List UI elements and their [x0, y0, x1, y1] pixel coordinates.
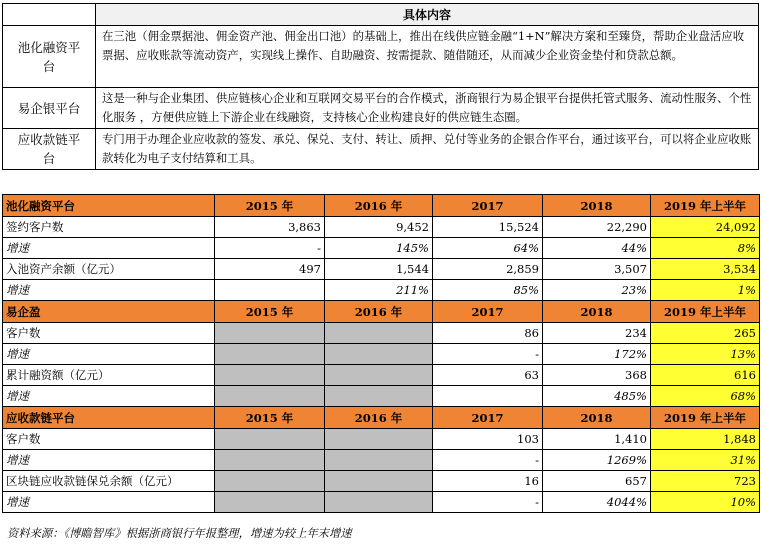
metric-value: 723 — [651, 471, 760, 492]
metric-label: 增速 — [3, 450, 215, 471]
year-header: 2016 年 — [325, 195, 433, 217]
growth-row — [3, 492, 760, 513]
metric-row — [3, 217, 760, 238]
metric-value: 172% — [543, 344, 651, 365]
year-header: 2015 年 — [215, 407, 325, 429]
metric-value: - — [433, 344, 543, 365]
platform-name: 应收款链平 台 — [3, 129, 96, 170]
metric-value: 64% — [433, 238, 543, 259]
metric-value: - — [433, 492, 543, 513]
year-header: 2017 — [433, 301, 543, 323]
metric-label: 区块链应收款链保兑余额（亿元） — [3, 471, 215, 492]
metric-value: 16 — [433, 471, 543, 492]
metric-value: 3,534 — [651, 259, 760, 280]
metric-value — [215, 471, 325, 492]
section-title: 应收款链平台 — [3, 407, 215, 429]
metric-label: 增速 — [3, 492, 215, 513]
year-header: 2018 — [543, 301, 651, 323]
description-row-yiqiyin — [3, 88, 759, 129]
description-header: 具体内容 — [96, 4, 759, 26]
metric-label: 累计融资额（亿元） — [3, 365, 215, 386]
metric-value: 3,863 — [215, 217, 325, 238]
metric-value: 1,544 — [325, 259, 433, 280]
growth-row — [3, 280, 760, 301]
metric-row — [3, 323, 760, 344]
platform-description: 在三池（佣金票据池、佣金资产池、佣金出口池）的基础上，推出在线供应链金融“1+N”解决方案和至臻贷，帮助企业盘活应收票据、应收账款等流动资产，实现线上操作、自助融资、按需提款、随借随还，从而减少企业资金垫付和贷款总额。 — [96, 26, 759, 88]
metric-value: 85% — [433, 280, 543, 301]
metric-row — [3, 429, 760, 450]
metric-label: 客户数 — [3, 429, 215, 450]
metric-value: 211% — [325, 280, 433, 301]
growth-row — [3, 386, 760, 407]
platform-name: 池化融资平 台 — [3, 26, 96, 88]
metric-value: 86 — [433, 323, 543, 344]
year-header: 2017 — [433, 407, 543, 429]
metric-value — [325, 450, 433, 471]
year-header: 2015 年 — [215, 195, 325, 217]
year-header: 2019 年上半年 — [651, 301, 760, 323]
metric-value: 1% — [651, 280, 760, 301]
metric-value — [215, 450, 325, 471]
metric-label: 增速 — [3, 238, 215, 259]
metric-value — [433, 386, 543, 407]
platform-statistics-table — [2, 194, 760, 513]
year-header: 2018 — [543, 195, 651, 217]
year-header: 2018 — [543, 407, 651, 429]
metric-value: 10% — [651, 492, 760, 513]
metric-value: 31% — [651, 450, 760, 471]
metric-value: 1,410 — [543, 429, 651, 450]
year-header: 2017 — [433, 195, 543, 217]
metric-value: 9,452 — [325, 217, 433, 238]
metric-label: 客户数 — [3, 323, 215, 344]
metric-value — [215, 344, 325, 365]
metric-value: - — [433, 450, 543, 471]
metric-value: 657 — [543, 471, 651, 492]
metric-value: 616 — [651, 365, 760, 386]
section-title: 池化融资平台 — [3, 195, 215, 217]
metric-value: 68% — [651, 386, 760, 407]
metric-value — [215, 386, 325, 407]
platform-description: 这是一种与企业集团、供应链核心企业和互联网交易平台的合作模式，浙商银行为易企银平台提供托管式服务、流动性服务、个性化服务 ，方便供应链上下游企业在线融资，支持核心企业构建良好的供应链生态圈。 — [96, 88, 759, 129]
year-header: 2015 年 — [215, 301, 325, 323]
metric-value: 1,848 — [651, 429, 760, 450]
description-header-row — [3, 4, 759, 26]
metric-value — [215, 429, 325, 450]
metric-value — [325, 344, 433, 365]
metric-row — [3, 471, 760, 492]
metric-label: 增速 — [3, 386, 215, 407]
metric-value — [325, 492, 433, 513]
source-note: 资料来源：《博瞻智库》根据浙商银行年报整理，增速为较上年末增速 — [7, 527, 352, 540]
platform-name: 易企银平台 — [3, 88, 96, 129]
metric-value: - — [215, 238, 325, 259]
metric-label: 增速 — [3, 344, 215, 365]
metric-value: 23% — [543, 280, 651, 301]
metric-value: 265 — [651, 323, 760, 344]
year-header: 2016 年 — [325, 301, 433, 323]
section-header-row — [3, 407, 760, 429]
metric-row — [3, 365, 760, 386]
metric-value: 22,290 — [543, 217, 651, 238]
growth-row — [3, 450, 760, 471]
metric-value — [325, 365, 433, 386]
metric-value — [215, 492, 325, 513]
metric-value: 44% — [543, 238, 651, 259]
metric-value: 3,507 — [543, 259, 651, 280]
year-header: 2019 年上半年 — [651, 407, 760, 429]
metric-value: 485% — [543, 386, 651, 407]
metric-value — [215, 323, 325, 344]
section-title: 易企盈 — [3, 301, 215, 323]
description-header-corner — [3, 4, 96, 26]
metric-row — [3, 259, 760, 280]
metric-label: 入池资产余额（亿元） — [3, 259, 215, 280]
metric-value: 234 — [543, 323, 651, 344]
year-header: 2019 年上半年 — [651, 195, 760, 217]
metric-value: 63 — [433, 365, 543, 386]
metric-value: 145% — [325, 238, 433, 259]
metric-value: 103 — [433, 429, 543, 450]
growth-row — [3, 344, 760, 365]
platform-description: 专门用于办理企业应收款的签发、承兑、保兑、支付、转让、质押、兑付等业务的企银合作平台，通过该平台，可以将企业应收账款转化为电子支付结算和工具。 — [96, 129, 759, 170]
metric-value — [215, 280, 325, 301]
metric-value: 15,524 — [433, 217, 543, 238]
metric-label: 签约客户数 — [3, 217, 215, 238]
metric-value: 4044% — [543, 492, 651, 513]
section-header-row — [3, 195, 760, 217]
metric-value — [325, 386, 433, 407]
section-header-row — [3, 301, 760, 323]
metric-value: 368 — [543, 365, 651, 386]
metric-value: 2,859 — [433, 259, 543, 280]
platform-description-table — [2, 3, 759, 170]
metric-value — [325, 323, 433, 344]
description-row-receivables-chain — [3, 129, 759, 170]
metric-label: 增速 — [3, 280, 215, 301]
growth-row — [3, 238, 760, 259]
metric-value: 24,092 — [651, 217, 760, 238]
metric-value: 13% — [651, 344, 760, 365]
metric-value: 497 — [215, 259, 325, 280]
metric-value: 8% — [651, 238, 760, 259]
metric-value — [215, 365, 325, 386]
metric-value — [325, 429, 433, 450]
metric-value — [325, 471, 433, 492]
description-row-pool-financing — [3, 26, 759, 88]
metric-value: 1269% — [543, 450, 651, 471]
year-header: 2016 年 — [325, 407, 433, 429]
